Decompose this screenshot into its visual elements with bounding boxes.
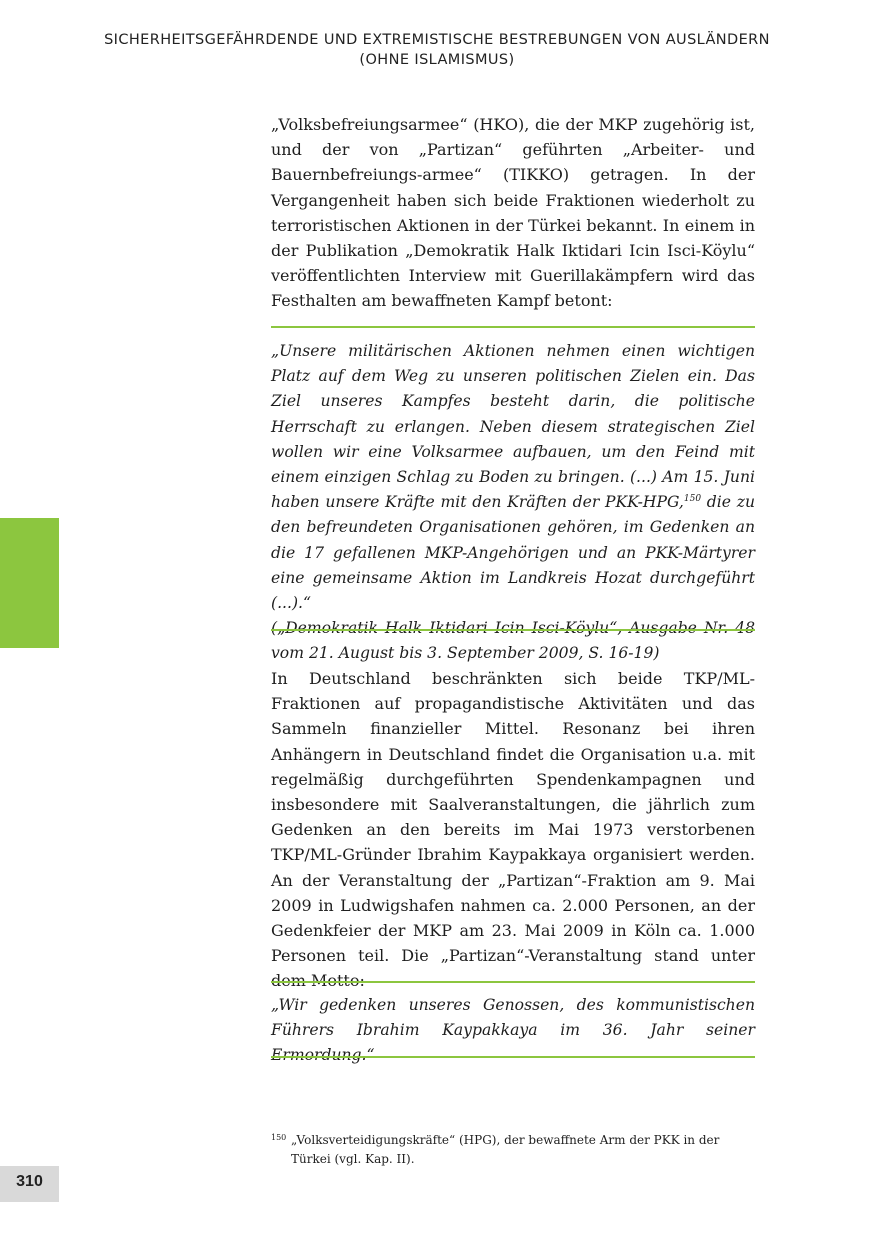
quote1-text-after: die zu den befreundeten Organisationen gehören, im Gedenken an die 17 gefallenen MKP-Angehörigen und an PKK-Märtyrer eine gemeinsame Aktion im Landkreis Hozat durchgeführt (...).“ [271, 493, 755, 613]
footnote [271, 1131, 755, 1169]
running-header-line1: SICHERHEITSGEFÄHRDENDE UND EXTREMISTISCHE BESTREBUNGEN VON AUSLÄNDERN [104, 32, 770, 48]
quote1-source: („Demokratik Halk Iktidari Icin Isci-Köylu“, Ausgabe Nr. 48 vom 21. August bis 3. September 2009, S. 16-19) [271, 619, 755, 663]
page-number: 310 [0, 1166, 59, 1202]
footnote-number: 150 [271, 1133, 287, 1142]
quote1-top-rule [271, 326, 755, 328]
quote1-block [271, 339, 755, 667]
running-header [0, 30, 874, 70]
quote2-bottom-rule [271, 1056, 755, 1058]
quote1-text-before: „Unsere militärischen Aktionen nehmen einen wichtigen Platz auf dem Weg zu unseren politischen Zielen ein. Das Ziel unseres Kampfes besteht darin, die politische Herrschaft zu erlangen. Neben diesem strategischen Ziel wollen wir eine Volksarmee aufbauen, um den Feind mit einem einzigen Schlag zu Boden zu bringen. (...) Am 15. Juni haben unsere Kräfte mit den Kräften der PKK-HPG, [271, 342, 755, 512]
footnote-reference[interactable]: 150 [683, 494, 702, 505]
intro-paragraph: „Volksbefreiungsarmee“ (HKO), die der MKP zugehörig ist, und der von „Partizan“ geführten „Arbeiter- und Bauernbefreiungs-armee“ (TIKKO) getragen. In der Vergangenheit haben sich beide Fraktionen wiederholt zu terroristischen Aktionen in der Türkei bekannt. In einem in der Publikation „Demokratik Halk Iktidari Icin Isci-Köylu“ veröffentlichten Interview mit Guerillakämpfern wird das Festhalten am bewaffneten Kampf betont: [271, 115, 755, 311]
footnote-text: „Volksverteidigungskräfte“ (HPG), der bewaffnete Arm der PKK in der Türkei (vgl. Kap. II). [291, 1133, 720, 1166]
quote1-bottom-rule [271, 629, 755, 631]
main-paragraph: In Deutschland beschränkten sich beide TKP/ML-Fraktionen auf propagandistische Aktivitäten und das Sammeln finanzieller Mittel. Resonanz bei ihren Anhängern in Deutschland findet die Organisation u.a. mit regelmäßig durchgeführten Spendenkampagnen und insbesondere mit Saalveranstaltungen, die jährlich zum Gedenken an den bereits im Mai 1973 verstorbenen TKP/ML-Gründer Ibrahim Kaypakkaya organisiert werden. An der Veranstaltung der „Partizan“-Fraktion am 9. Mai 2009 in Ludwigshafen nahmen ca. 2.000 Personen, an der Gedenkfeier der MKP am 23. Mai 2009 in Köln ca. 1.000 Personen teil. Die „Partizan“-Veranstaltung stand unter dem Motto: [271, 669, 755, 991]
chapter-tab-marker [0, 518, 59, 648]
quote2-text: „Wir gedenken unseres Genossen, des kommunistischen Führers Ibrahim Kaypakkaya im 36. Jahr seiner Ermordung.“ [271, 996, 755, 1065]
intro-paragraph-block [271, 112, 755, 314]
quote2-top-rule [271, 981, 755, 983]
running-header-line2: (OHNE ISLAMISMUS) [359, 52, 515, 68]
main-paragraph-block [271, 666, 755, 994]
quote1-text [271, 339, 755, 616]
